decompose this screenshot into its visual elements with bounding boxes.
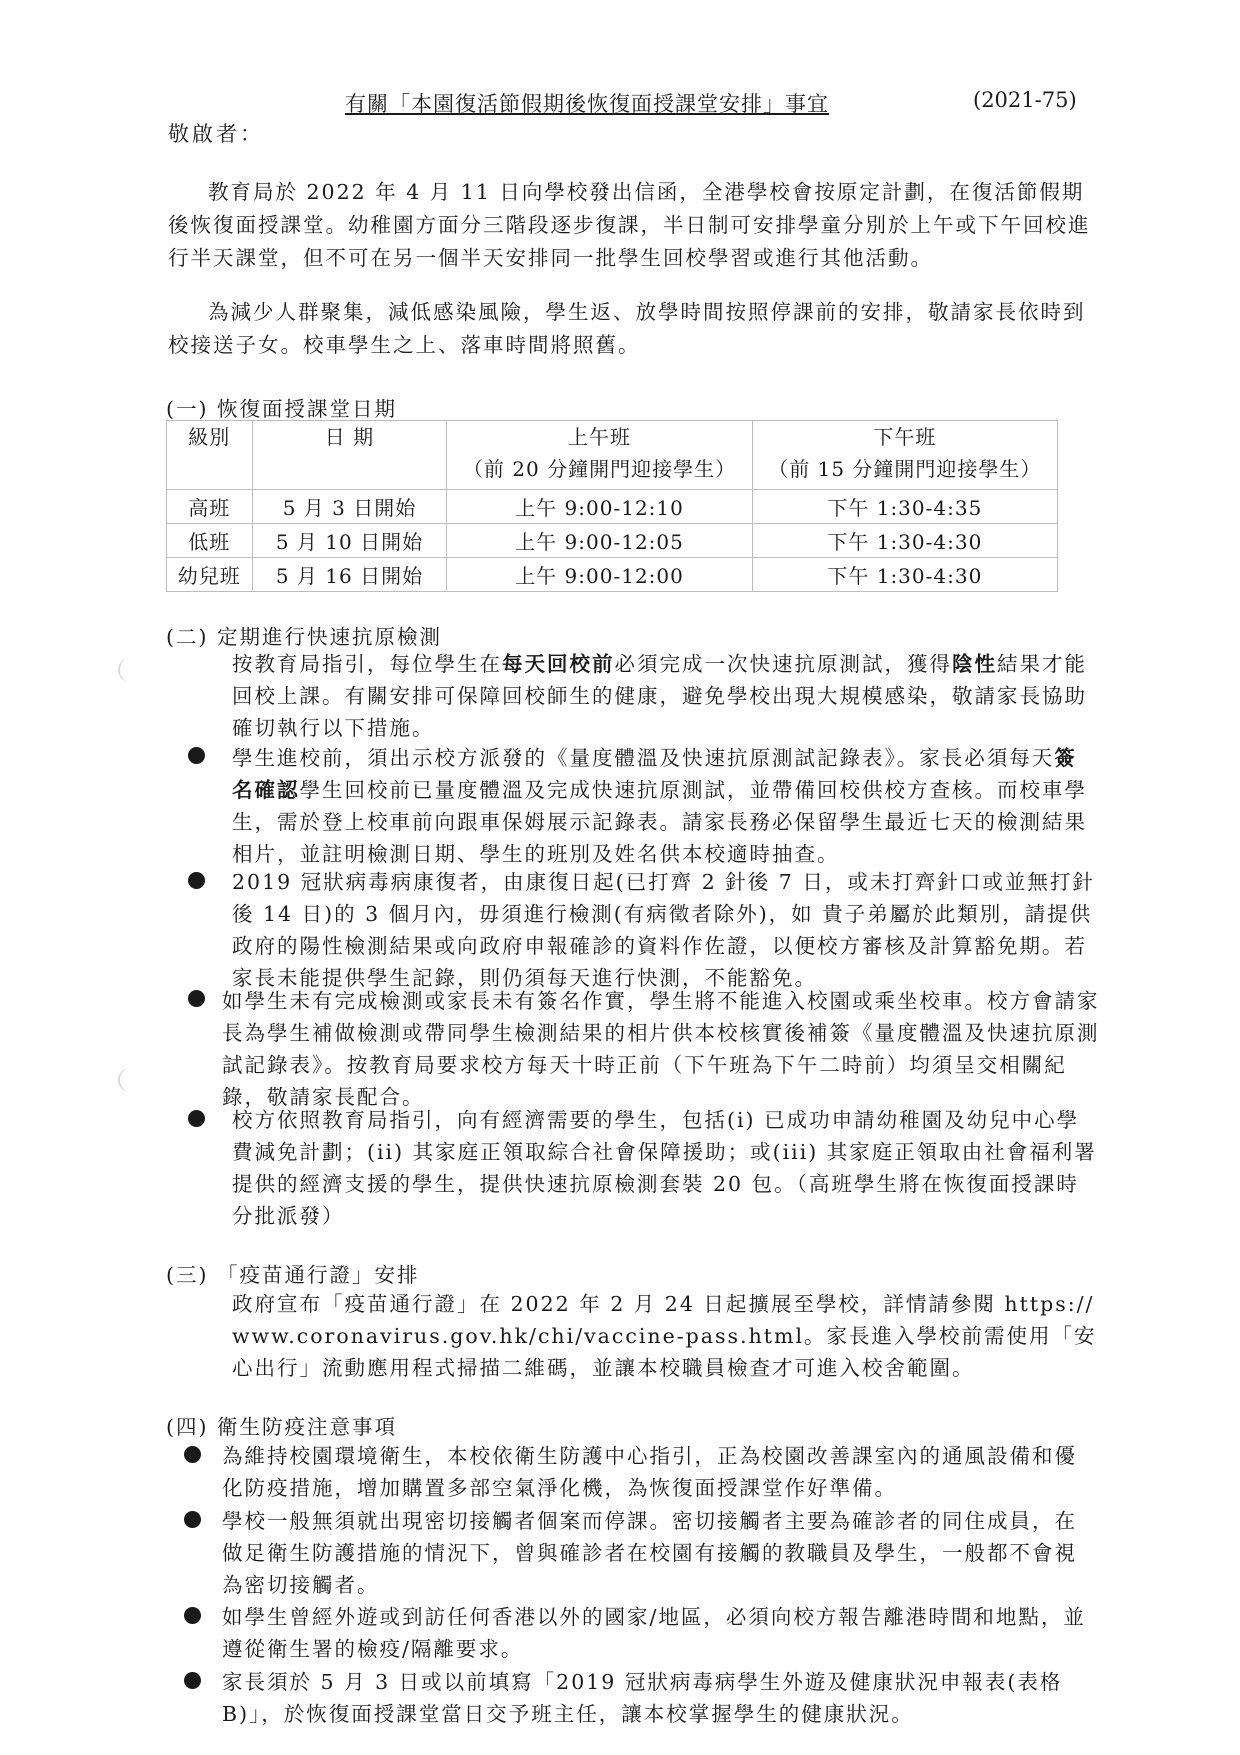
table-row [167,524,1058,558]
cell-pm: 下午 1:30-4:30 [752,558,1057,592]
section-4-heading: (四) 衛生防疫注意事項 [166,1415,398,1439]
section-2-heading: (二) 定期進行快速抗原檢測 [166,625,443,649]
bullet-icon [184,1607,201,1624]
section-4-bullet-1: 為維持校園環境衛生，本校依衛生防護中心指引，正為校園改善課室內的通風設備和優化防疫措施，增加購置多部空氣淨化機，為恢復面授課堂作好準備。 [222,1444,1077,1500]
section-2-bullet-4: 校方依照教育局指引，向有經濟需要的學生，包括(i) 已成功申請幼稚園及幼兒中心學費減免計劃；(ii) 其家庭正領取綜合社會保障援助；或(iii) 其家庭正領取由社會福利署提供的經濟支援的學生，提供快速抗原檢測套裝 20 包。（高班學生將在恢復面授課時分批派發） [232,1108,1097,1228]
cell-pm: 下午 1:30-4:35 [752,490,1057,524]
cell-level: 幼兒班 [167,558,253,592]
bullet-icon [188,990,205,1007]
section-2-bullet-1: 學生進校前，須出示校方派發的《量度體溫及快速抗原測試記錄表》。家長必須每天簽名確認學生回校前已量度體溫及完成快速抗原測試，並帶備回校供校方查核。而校車學生，需於登上校車前向跟車保姆展示記錄表。請家長務必保留學生最近七天的檢測結果相片，並註明檢測日期、學生的班別及姓名供本校適時抽查。 [232,746,1087,866]
intro-paragraph-1: 教育局於 2022 年 4 月 11 日向學校發出信函，全港學校會按原定計劃，在復活節假期後恢復面授課堂。幼稚園方面分三階段逐步復課，半日制可安排學童分別於上午或下午回校進行半天課堂，但不可在另一個半天安排同一批學生回校學習或進行其他活動。 [168,180,1091,270]
section-2-bullet-3: 如學生未有完成檢測或家長未有簽名作實，學生將不能進入校園或乘坐校車。校方會請家長為學生補做檢測或帶同學生檢測結果的相片供本校核實後補簽《量度體溫及快速抗原測試記錄表》。按教育局要求校方每天十時正前（下午班為下午二時前）均須呈交相關紀錄，敬請家長配合。 [222,989,1100,1109]
section-3-body: 政府宣布「疫苗通行證」在 2022 年 2 月 24 日起擴展至學校，詳情請參閱 https://www.coronavirus.gov.hk/chi/vaccine-pass.html。家長進入學校前需使用「安心出行」流動應用程式掃描二維碼，並讓本校職員檢查才可進入校舍範圍。 [232,1292,1097,1380]
section-4-bullet-3: 如學生曾經外遊或到訪任何香港以外的國家/地區，必須向校方報告離港時間和地點，並遵從衛生署的檢疫/隔離要求。 [222,1605,1086,1661]
cell-date: 5 月 3 日開始 [252,490,447,524]
header-pm: 下午班 （前 15 分鐘開門迎接學生） [752,421,1057,490]
bullet-icon [184,1672,201,1689]
cell-date: 5 月 16 日開始 [252,558,447,592]
bullet-icon [188,747,205,764]
schedule-header-row [167,421,1058,490]
bullet-icon [188,872,205,889]
section-2-intro: 按教育局指引，每位學生在每天回校前必須完成一次快速抗原測試，獲得陰性結果才能回校上課。有關安排可保障回校師生的健康，避免學校出現大規模感染，敬請家長協助確切執行以下措施。 [232,652,1087,740]
notice-ref: (2021-75) [973,88,1077,112]
intro-paragraph-2: 為減少人群聚集，減低感染風險，學生返、放學時間按照停課前的安排，敬請家長依時到校接送子女。校車學生之上、落車時間將照舊。 [168,300,1086,357]
header-level: 級別 [167,421,253,490]
cell-am: 上午 9:00-12:00 [447,558,752,592]
cell-am: 上午 9:00-12:05 [447,524,752,558]
bullet-icon [184,1511,201,1528]
section-2-bullet-2: 2019 冠狀病毒病康復者，由康復日起(已打齊 2 針後 7 日，或未打齊針口或並無打針後 14 日)的 3 個月內，毋須進行檢測(有病徵者除外)，如 貴子弟屬於此類別，請提供政府的陽性檢測結果或向政府申報確診的資料作佐證，以便校方審核及計算豁免期。若家長未能提供學生記錄，則仍須每天進行快測，不能豁免。 [232,870,1095,990]
cell-date: 5 月 10 日開始 [252,524,447,558]
header-date: 日 期 [252,421,447,490]
section-1-heading: (一) 恢復面授課堂日期 [166,397,398,421]
section-4-bullet-4: 家長須於 5 月 3 日或以前填寫「2019 冠狀病毒病學生外遊及健康狀況申報表(表格B)」，於恢復面授課堂當日交予班主任，讓本校掌握學生的健康狀況。 [222,1670,1063,1726]
bullet-icon [184,1446,201,1463]
cell-pm: 下午 1:30-4:30 [752,524,1057,558]
header-am: 上午班 （前 20 分鐘開門迎接學生） [447,421,752,490]
cell-level: 低班 [167,524,253,558]
cell-am: 上午 9:00-12:10 [447,490,752,524]
section-4-bullet-2: 學校一般無須就出現密切接觸者個案而停課。密切接觸者主要為確診者的同住成員，在做足衛生防護措施的情況下，曾與確診者在校園有接觸的教職員及學生，一般都不會視為密切接觸者。 [222,1509,1077,1597]
section-3-heading: (三) 「疫苗通行證」安排 [166,1263,420,1287]
schedule-table [166,420,1058,592]
cell-level: 高班 [167,490,253,524]
table-row [167,490,1058,524]
bullet-icon [188,1110,205,1127]
punch-hole-mark [118,658,134,682]
salutation: 敬啟者： [168,122,264,146]
punch-hole-mark [118,1068,134,1092]
table-row [167,558,1058,592]
notice-title: 有關「本園復活節假期後恢復面授課堂安排」事宜 [345,92,829,116]
